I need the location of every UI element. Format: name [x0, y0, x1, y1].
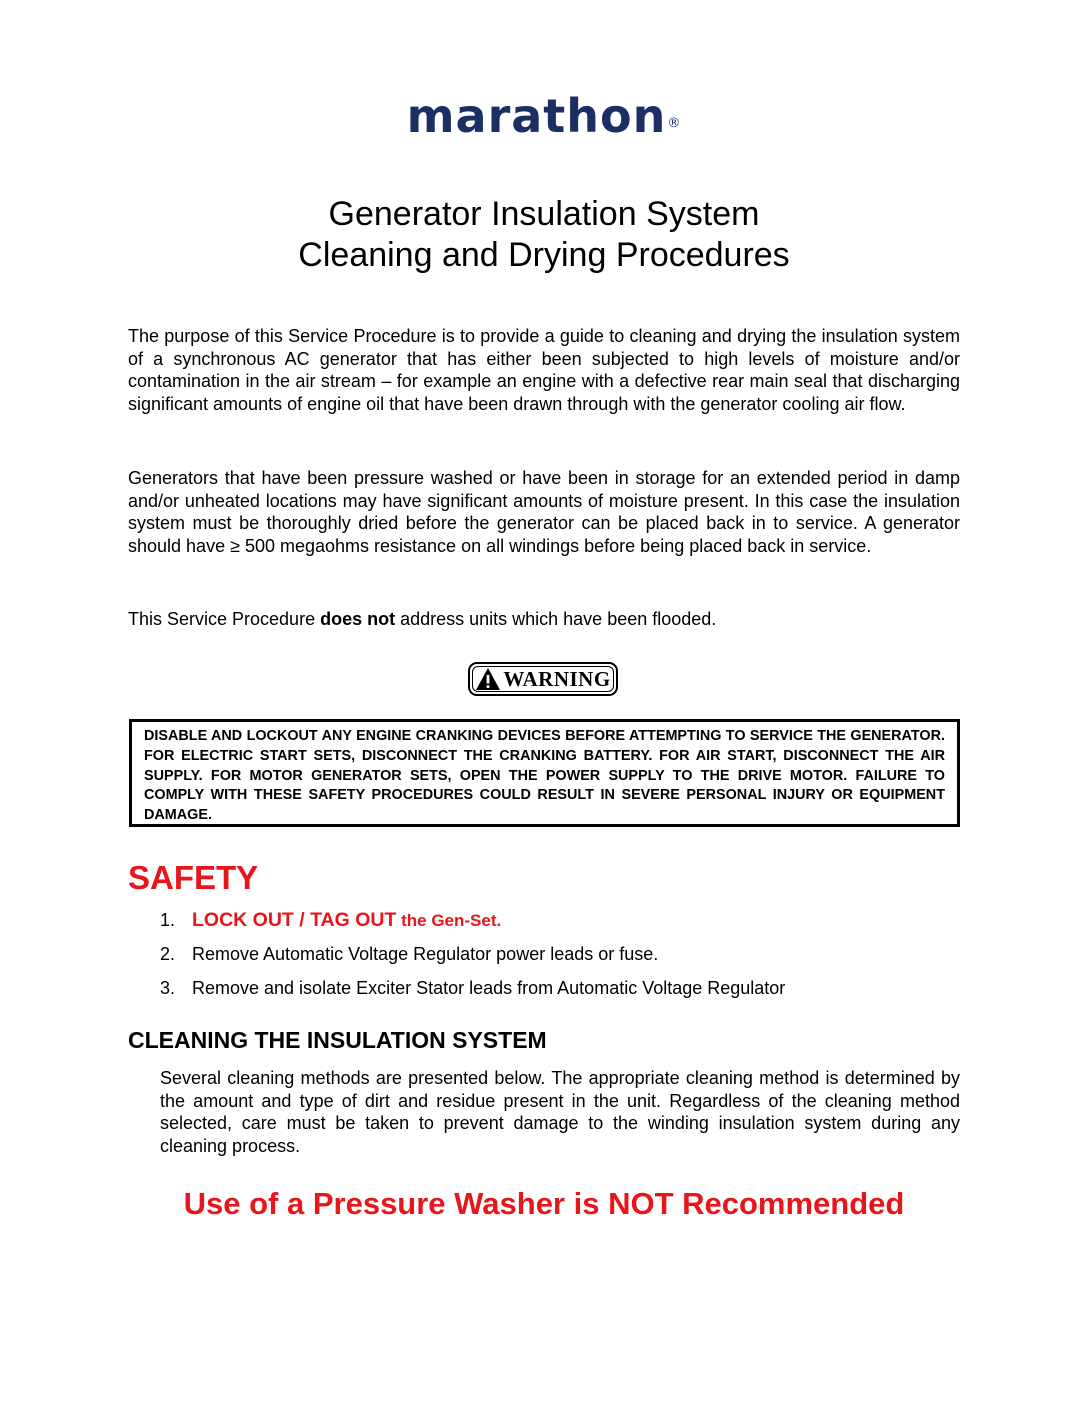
- list-item: [160, 940, 960, 974]
- safety-heading: SAFETY: [128, 859, 259, 896]
- list-number: 3.: [160, 978, 176, 998]
- document-title: [0, 194, 1088, 276]
- logo-text: marathon: [406, 89, 667, 143]
- intro-paragraph-1: The purpose of this Service Procedure is to provide a guide to cleaning and drying the insulation system of a synchronous AC generator that has either been subjected to high levels of moisture and/or contamination in the air stream – for example an engine with a defective rear main seal that discharging significant amounts of engine oil that have been drawn through with the generator cooling air flow.: [128, 326, 960, 414]
- list-item-text: Remove Automatic Voltage Regulator power leads or fuse.: [192, 944, 659, 964]
- registered-mark: ®: [667, 116, 682, 131]
- gen-set-text: the Gen-Set.: [396, 911, 502, 930]
- list-item-text: Remove and isolate Exciter Stator leads from Automatic Voltage Regulator: [192, 978, 786, 998]
- warning-triangle-icon: [475, 667, 501, 691]
- safety-steps-list: [160, 906, 960, 1008]
- marathon-logo: [0, 88, 1088, 144]
- list-item: [160, 974, 960, 1008]
- warning-box: [129, 719, 960, 827]
- list-number: 1.: [160, 910, 176, 930]
- list-item: [160, 906, 960, 940]
- list-number: 2.: [160, 944, 176, 964]
- warning-sign: [468, 662, 618, 696]
- lockout-tagout-text: LOCK OUT / TAG OUT: [192, 909, 397, 931]
- warning-label: WARNING: [503, 666, 611, 691]
- p3-text-after: address units which have been flooded.: [395, 609, 717, 629]
- intro-paragraph-2: Generators that have been pressure washed or have been in storage for an extended period in damp and/or unheated locations may have significant amounts of moisture present. In this case the insulation system must be thoroughly dried before the generator can be placed back in to service. A generator should have ≥ 500 megaohms resistance on all windings before being placed back in service.: [128, 468, 960, 556]
- p3-emphasis: does not: [320, 609, 396, 629]
- intro-paragraph-3: [128, 608, 960, 631]
- lockout-step-text: [192, 906, 501, 940]
- title-line-1: Generator Insulation System: [328, 195, 760, 233]
- pressure-washer-notice: Use of a Pressure Washer is NOT Recommended: [183, 1186, 905, 1221]
- cleaning-heading: CLEANING THE INSULATION SYSTEM: [128, 1027, 547, 1053]
- title-line-2: Cleaning and Drying Procedures: [298, 236, 790, 274]
- p3-text-before: This Service Procedure: [128, 609, 321, 629]
- warning-text: DISABLE AND LOCKOUT ANY ENGINE CRANKING DEVICES BEFORE ATTEMPTING TO SERVICE THE GENERATOR. FOR ELECTRIC START SETS, DISCONNECT THE CRANKING BATTERY. FOR AIR START, DISCONNECT THE AIR SUPPLY. FOR MOTOR GENERATOR SETS, OPEN THE POWER SUPPLY TO THE DRIVE MOTOR. FAILURE TO COMPLY WITH THESE SAFETY PROCEDURES COULD RESULT IN SEVERE PERSONAL INJURY OR EQUIPMENT DAMAGE.: [144, 728, 945, 824]
- cleaning-paragraph: Several cleaning methods are presented below. The appropriate cleaning method is determined by the amount and type of dirt and residue present in the unit. Regardless of the cleaning method selected, care must be taken to prevent damage to the winding insulation system during any cleaning process.: [160, 1068, 960, 1156]
